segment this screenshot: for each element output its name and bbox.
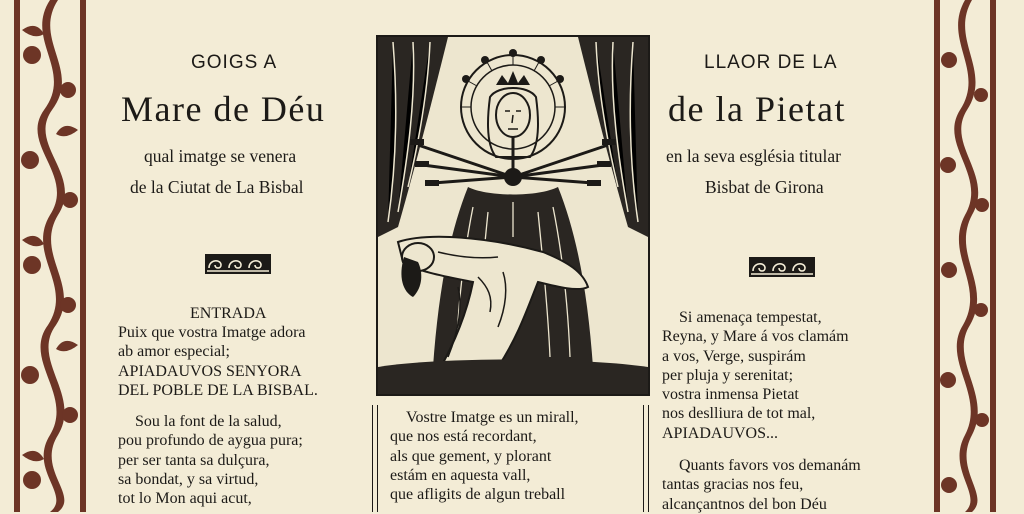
center-stanza <box>390 408 579 504</box>
verse-line: sa bondat, y sa virtud, <box>118 470 259 488</box>
ornament-left <box>205 254 271 274</box>
title-left-large: Mare de Déu <box>121 89 326 129</box>
column-divider <box>372 405 373 512</box>
verse-line: als que gement, y plorant <box>390 447 552 465</box>
pieta-woodcut-image <box>376 35 650 396</box>
verse-line: Reyna, y Mare á vos clamám <box>662 328 849 346</box>
verse-line: alcançantnos del bon Déu <box>662 495 827 513</box>
subtitle-right-1: en la seva església titular <box>666 146 841 166</box>
verse-line: APIADAUVOS... <box>662 424 779 442</box>
verse-line: Sou la font de la salud, <box>135 413 282 430</box>
subtitle-left-1: qual imatge se venera <box>144 146 297 166</box>
verse-line: vostra inmensa Pietat <box>662 386 799 404</box>
verse-line: APIADAUVOS SENYORA <box>118 362 302 380</box>
verse-line: tot lo Mon aqui acut, <box>118 490 252 508</box>
entrada-verse <box>118 323 318 400</box>
subtitle-left-2: de la Ciutat de La Bisbal <box>130 177 304 197</box>
column-divider <box>377 405 378 512</box>
left-stanza <box>118 412 303 508</box>
verse-line: DEL POBLE DE LA BISBAL. <box>118 381 318 399</box>
pieta-woodcut-icon <box>378 37 648 394</box>
verse-line: Puix que vostra Imatge adora <box>118 324 306 341</box>
entrada-title: ENTRADA <box>190 305 267 322</box>
verse-line: per pluja y serenitat; <box>662 366 794 384</box>
left-floral-border <box>14 0 86 512</box>
title-left-small: GOIGS A <box>191 52 278 73</box>
column-divider <box>648 405 649 512</box>
right-stanza-2 <box>662 456 861 514</box>
right-stanza-1 <box>662 308 849 443</box>
verse-line: que nos está recordant, <box>390 428 537 446</box>
verse-line: estám en aquesta vall, <box>390 466 531 484</box>
ornament-right <box>749 257 815 277</box>
verse-line: que afligits de algun treball <box>390 486 566 504</box>
verse-line: per ser tanta sa dulçura, <box>118 451 270 469</box>
verse-line: Si amenaça tempestat, <box>679 309 822 326</box>
subtitle-right-2: Bisbat de Girona <box>705 177 824 197</box>
right-floral-border <box>934 0 996 512</box>
verse-line: a vos, Verge, suspirám <box>662 347 806 365</box>
verse-line: nos deslliura de tot mal, <box>662 405 816 423</box>
verse-line: tantas gracias nos feu, <box>662 476 804 494</box>
title-right-large: de la Pietat <box>668 89 846 129</box>
title-right-small: LLAOR DE LA <box>704 52 838 73</box>
verse-line: pou profundo de aygua pura; <box>118 432 303 450</box>
verse-line: Vostre Imatge es un mirall, <box>406 409 579 426</box>
column-divider <box>643 405 644 512</box>
verse-line: ab amor especial; <box>118 343 230 361</box>
verse-line: Quants favors vos demanám <box>679 457 861 474</box>
